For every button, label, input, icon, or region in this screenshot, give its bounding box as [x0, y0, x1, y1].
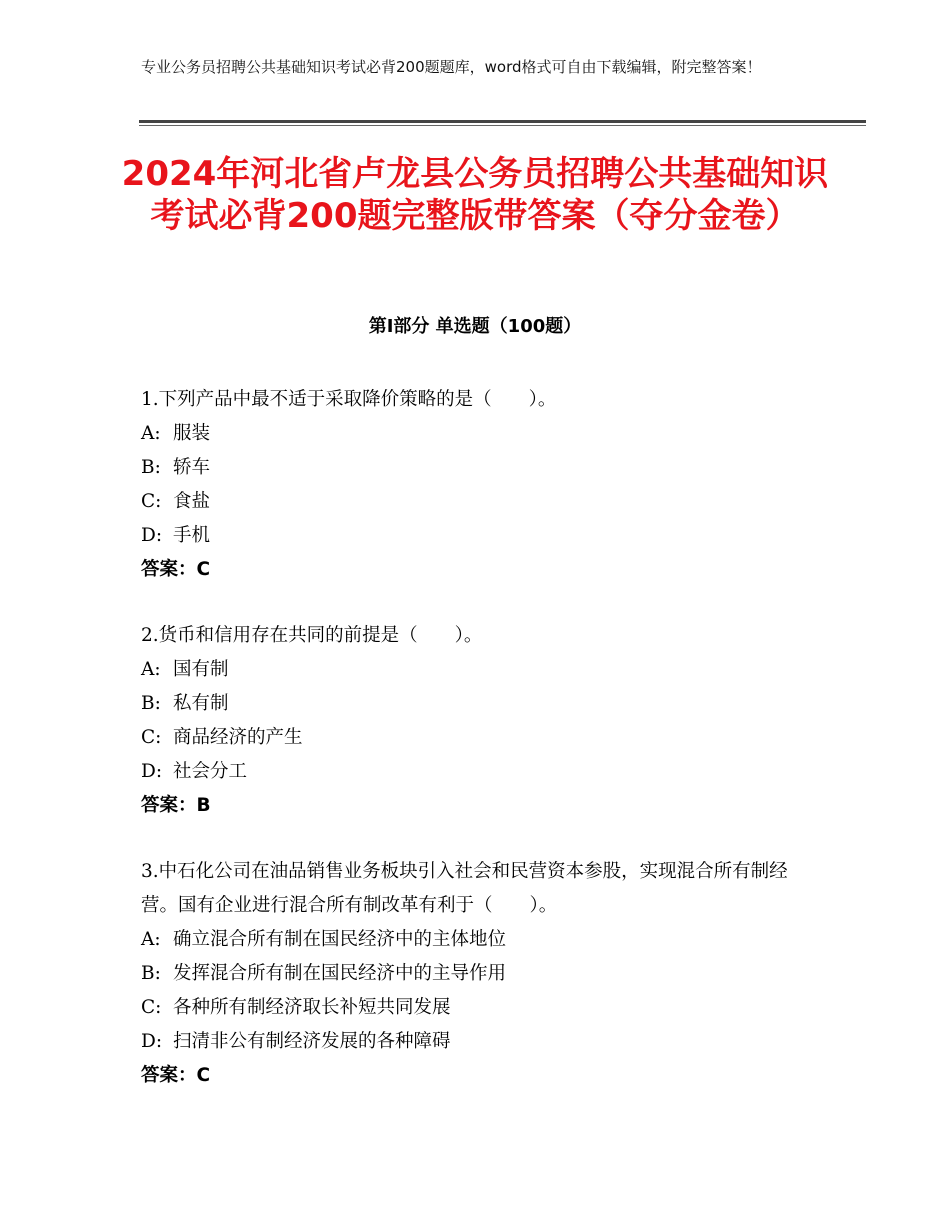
option-c	[141, 721, 821, 755]
option-letter: B:	[141, 457, 161, 478]
header-note: 专业公务员招聘公共基础知识考试必背200题题库，word格式可自由下载编辑，附完整答案！	[141, 58, 762, 76]
option-letter: C:	[141, 491, 162, 512]
option-text: 商品经济的产生	[173, 727, 303, 748]
option-letter: B:	[141, 693, 161, 714]
header-divider-thick	[139, 120, 866, 123]
option-letter: A:	[141, 929, 161, 950]
option-text: 扫清非公有制经济发展的各种障碍	[173, 1031, 451, 1052]
option-text: 国有制	[173, 659, 229, 680]
option-b	[141, 957, 821, 991]
option-text: 服装	[173, 423, 211, 444]
option-text: 社会分工	[173, 761, 248, 782]
option-d	[141, 519, 821, 553]
option-a	[141, 417, 821, 451]
option-letter: D:	[141, 1031, 163, 1052]
document-title: 2024年河北省卢龙县公务员招聘公共基础知识考试必背200题完整版带答案（夺分金卷）	[121, 154, 829, 236]
section-title: 第Ⅰ部分 单选题（100题）	[368, 316, 582, 337]
option-d	[141, 1025, 821, 1059]
option-letter: A:	[141, 423, 161, 444]
question-item	[141, 855, 821, 1093]
option-text: 发挥混合所有制在国民经济中的主导作用	[173, 963, 507, 984]
question-list	[141, 383, 821, 1125]
option-letter: D:	[141, 525, 163, 546]
answer-line: 答案：C	[141, 1065, 211, 1086]
option-text: 手机	[173, 525, 211, 546]
question-item	[141, 619, 821, 823]
question-stem: 3.中石化公司在油品销售业务板块引入社会和民营资本参股，实现混合所有制经营。国有企业进行混合所有制改革有利于（ ）。	[141, 861, 788, 916]
option-text: 确立混合所有制在国民经济中的主体地位	[173, 929, 507, 950]
question-stem: 1.下列产品中最不适于采取降价策略的是（ ）。	[141, 389, 557, 410]
option-letter: C:	[141, 997, 162, 1018]
question-stem: 2.货币和信用存在共同的前提是（ ）。	[141, 625, 483, 646]
option-a	[141, 653, 821, 687]
option-d	[141, 755, 821, 789]
option-letter: B:	[141, 963, 161, 984]
question-item	[141, 383, 821, 587]
option-c	[141, 991, 821, 1025]
option-b	[141, 451, 821, 485]
answer-line: 答案：C	[141, 559, 211, 580]
answer-line: 答案：B	[141, 795, 211, 816]
option-letter: A:	[141, 659, 161, 680]
option-letter: D:	[141, 761, 163, 782]
option-c	[141, 485, 821, 519]
header-divider-thin	[139, 125, 866, 126]
option-text: 食盐	[173, 491, 211, 512]
option-letter: C:	[141, 727, 162, 748]
option-b	[141, 687, 821, 721]
option-text: 轿车	[173, 457, 211, 478]
option-a	[141, 923, 821, 957]
option-text: 各种所有制经济取长补短共同发展	[173, 997, 451, 1018]
option-text: 私有制	[173, 693, 229, 714]
